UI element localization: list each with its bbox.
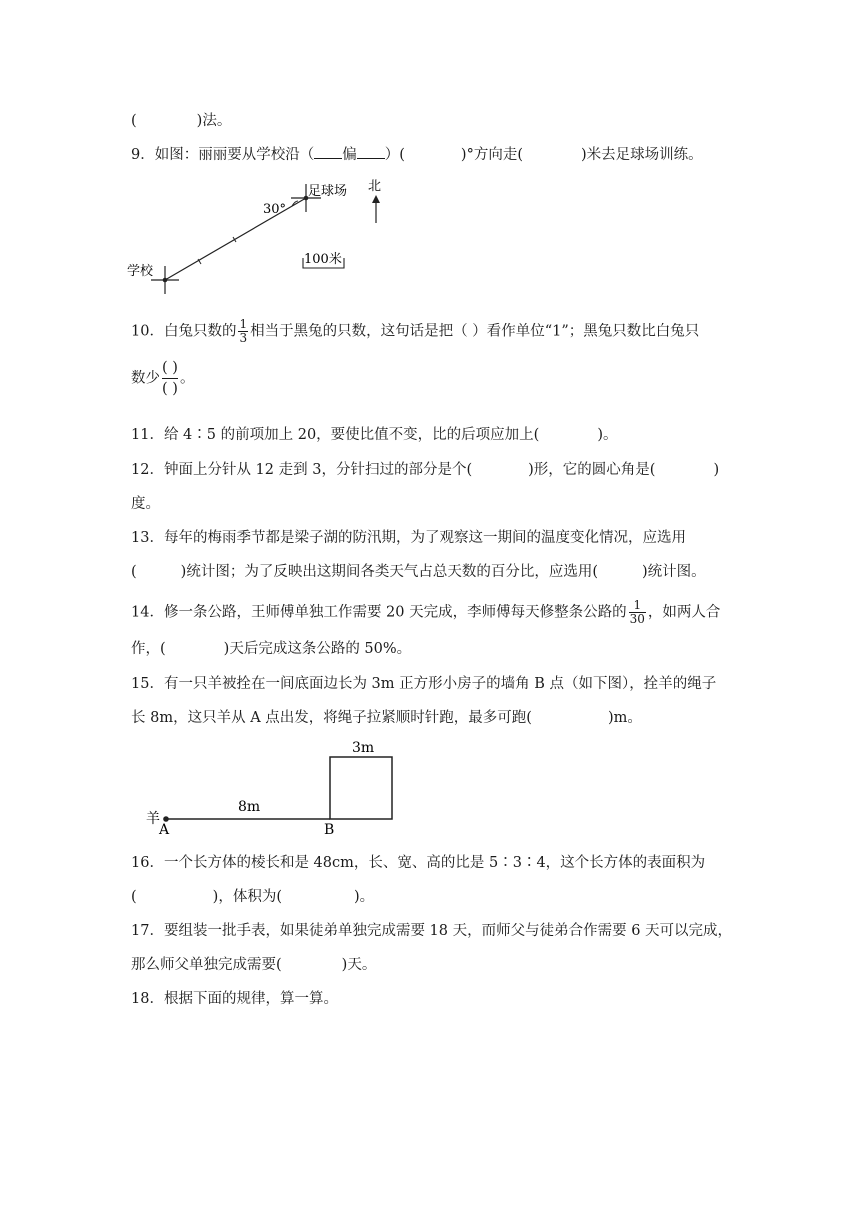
q12-text-c: ) [713, 462, 720, 478]
q8-close: )法。 [196, 113, 232, 129]
q16-line-1 [131, 853, 705, 873]
q9-text-b: 偏 [342, 147, 357, 163]
q9-angle-label: 30° [263, 202, 287, 217]
q18-text-a: 18．根据下面的规律，算一算。 [131, 991, 338, 1007]
q14-line-1 [131, 599, 720, 626]
q9-scale-label: 100米 [304, 252, 342, 267]
q8-open: ( [131, 113, 137, 129]
q10-text-d: 。 [179, 370, 195, 387]
q10-line-1 [131, 318, 699, 345]
q9-text-e: )米去足球场训练。 [580, 147, 703, 163]
q13-line-1 [131, 528, 686, 548]
q17-line-2 [131, 955, 376, 975]
q12-line-1 [131, 460, 719, 480]
q16-text-d: )。 [354, 889, 375, 905]
q18-line [131, 989, 338, 1009]
q16-text-c: )，体积为( [212, 889, 282, 905]
q11-line [131, 425, 618, 445]
q15-sheep-label: 羊 [146, 811, 160, 827]
q17-line-1 [131, 921, 732, 941]
q12-text-b: )形，它的圆心角是( [528, 462, 656, 478]
q15-text-a: 15．有一只羊被拴在一间底面边长为 3m 正方形小房子的墙角 B 点（如下图），拴羊的绳子 [131, 676, 717, 692]
q9-blank-1 [314, 146, 342, 159]
q15-text-c: )m。 [607, 710, 642, 726]
q13-text-b: ( [131, 564, 137, 580]
q15-rope-label: 8m [238, 799, 261, 815]
q14-text-c: 作，( [131, 641, 166, 657]
q9-blank-2 [357, 146, 385, 159]
q15-text-b: 长 8m，这只羊从 A 点出发，将绳子拉紧顺时针跑，最多可跑( [131, 710, 532, 726]
q14-text-a: 14．修一条公路，王师傅单独工作需要 20 天完成，李师傅每天修整条公路的 [131, 604, 627, 621]
q12-text-d: 度。 [131, 496, 160, 512]
q11-text-b: )。 [597, 427, 618, 443]
q9-line [131, 145, 703, 165]
q15-line-2 [131, 708, 642, 728]
q17-text-a: 17．要组装一批手表，如果徒弟单独完成需要 18 天，而师父与徒弟合作需要 6 天可以完成， [131, 923, 733, 939]
q10-text-a: 10．白兔只数的 [131, 323, 237, 340]
q11-text-a: 11．给 4∶5 的前项加上 20，要使比值不变，比的后项应加上( [131, 427, 540, 443]
q14-text-d: )天后完成这条公路的 50%。 [223, 641, 412, 657]
q8-tail-line [131, 111, 231, 131]
q14-fraction: $\frac{1}{30}$ [629, 598, 645, 626]
q9-north-label: 北 [368, 179, 382, 194]
q17-text-b: 那么师父单独完成需要( [131, 957, 282, 973]
q12-text-a: 12．钟面上分针从 12 走到 3，分针扫过的部分是个( [131, 462, 473, 478]
q12-line-2 [131, 494, 160, 514]
q15-side-label: 3m [352, 740, 375, 756]
q9-text-c: ）( [384, 147, 405, 163]
q15-a-label: A [159, 822, 170, 838]
q15-b-label: B [324, 822, 335, 838]
q13-text-a: 13．每年的梅雨季节都是梁子湖的防汛期，为了观察这一期间的温度变化情况，应选用 [131, 530, 686, 546]
q17-text-c: )天。 [341, 957, 377, 973]
q10-fraction: $\frac{1}{3}$ [239, 317, 248, 345]
q14-line-2 [131, 639, 411, 659]
q14-text-b: ，如两人合 [647, 604, 721, 621]
q15-line-1 [131, 674, 716, 694]
q16-text-b: ( [131, 889, 137, 905]
q10-text-c: 数少 [131, 370, 160, 387]
q16-text-a: 16．一个长方体的棱长和是 48cm，长、宽、高的比是 5∶3∶4，这个长方体的表面积为 [131, 855, 706, 871]
q9-school-label: 学校 [127, 264, 154, 279]
q13-text-c: )统计图；为了反映出这期间各类天气占总天数的百分比，应选用( [180, 564, 598, 580]
q10-blank-fraction: ( ) ( ) [162, 360, 178, 397]
q9-text-a: 9．如图：丽丽要从学校沿（ [131, 147, 315, 163]
q16-line-2 [131, 887, 374, 907]
q9-figure [125, 175, 385, 295]
q9-field-label: 足球场 [308, 184, 348, 199]
q10-line-2 [131, 358, 194, 399]
house-square [330, 757, 392, 819]
q10-text-b: 相当于黑兔的只数，这句话是把（ ）看作单位“1”；黑兔只数比白兔只 [250, 323, 700, 340]
q13-text-d: )统计图。 [641, 564, 706, 580]
q15-figure [140, 740, 420, 838]
q9-text-d: )°方向走( [460, 147, 523, 163]
q13-line-2 [131, 562, 706, 582]
